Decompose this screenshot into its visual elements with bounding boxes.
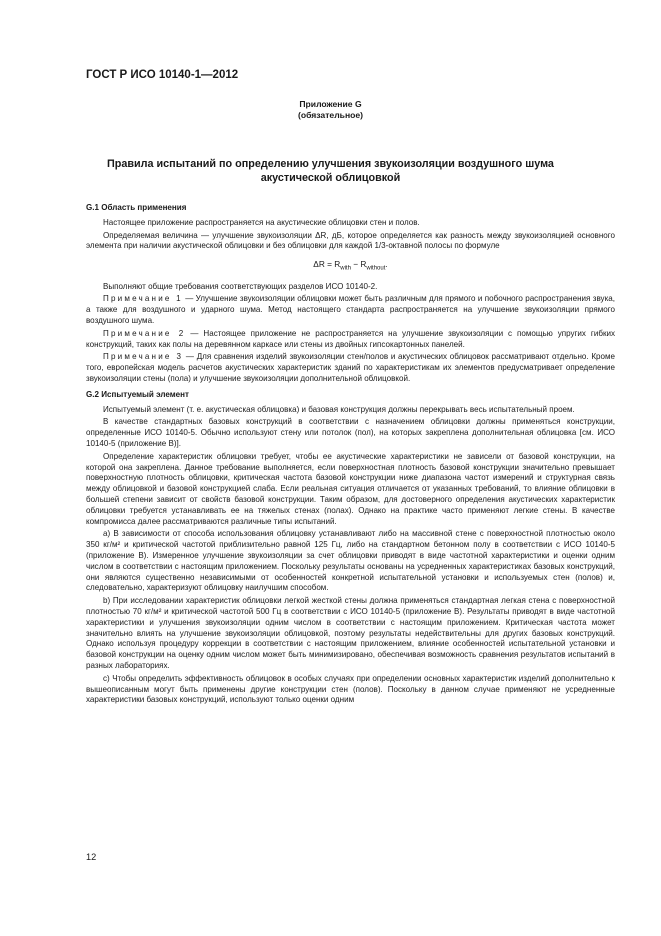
appendix-title: Приложение G xyxy=(299,99,362,109)
paragraph: Определяемая величина — улучшение звукоизоляции ΔR, дБ, которое определяется как разность между звукоизоляцией основного элемента при наличии акустической облицовки и без облицовки для каждой 1/3-октавной полосы по формуле xyxy=(86,230,615,251)
formula: $\Delta R = R_{with} - R_{without}$. xyxy=(313,259,388,272)
appendix-heading: Правила испытаний по определению улучшения звукоизоляции воздушного шума акустической облицовкой xyxy=(107,158,554,184)
page-number: 12 xyxy=(86,852,97,862)
appendix-status: (обязательное) xyxy=(297,110,364,120)
paragraph: Определение характеристик облицовки требует, чтобы ее акустические характеристики не зависели от базовой конструкции, на которой она закреплена. Данное требование выполняется, если поверхностная плотность базовой конструкции значительно превышает поверхностную плотность облицовки, критическая частота базовой конструкции ниже диапазона частот измерений и структурная связь между облицовкой и базовой конструкцией слаба. Если реальная ситуация отличается от указанных требований, то влияние облицовки в большей степени зависит от свойств базовой конструкции. Таким образом, для достоверного определения акустических характеристик облицовки требуется устанавливать ее на тяжелых стенах (полах). Однако на практике часто применяют легкие стены. В качестве компромисса далее рассматриваются различные типы испытаний. xyxy=(86,451,615,526)
note-3: Примечание 3 — Для сравнения изделий звукоизоляции стен/полов и акустических облицовок рассматривают отдельно. Кроме того, европейская модель расчетов акустических характеристик зданий по характеристикам их элементов предусматривает определение звукоизоляции стены (пола) и улучшение звукоизоляции дополнительной облицовкой. xyxy=(86,352,616,384)
paragraph: Выполняют общие требования соответствующих разделов ИСО 10140-2. xyxy=(103,281,378,291)
list-item-a: a) В зависимости от способа использования облицовку устанавливают либо на массивной стене с поверхностной плотностью около 350 кг/м² и критической частотой приблизительно равной 125 Гц, либо на стандартном бетонном полу в соответствии с ИСО 10140-5 (приложение B). Измеренное улучшение звукоизоляции за счет облицовки приводят в виде частотной характеристики и оценки одним числом в соответствии с настоящим приложением. Поскольку результаты основаны на усредненных характеристиках базовых конструкций, они являются существенно независимыми от особенностей конкретной испытательной установки и используемых стен (полов) и, следовательно, характеризуют облицовку наилучшим способом. xyxy=(86,529,615,593)
paragraph: В качестве стандартных базовых конструкций в соответствии с назначением облицовки должны применяться конструкции, определенные ИСО 10140-5. Обычно используют стену или потолок (пол), на которых закреплена дополнительная облицовка [см. ИСО 10140-5 (приложение B)]. xyxy=(86,417,615,448)
note-label: Примечание 2 xyxy=(103,328,186,338)
note-1: Примечание 1 — Улучшение звукоизоляции облицовки может быть различным для прямого и побочного распространения звука, а также для воздушного и ударного шума. Метод настоящего стандарта распространяется на улучшение звукоизоляции прямого воздушного шума. xyxy=(86,294,615,326)
section-g1-heading: G.1 Область применения xyxy=(86,203,187,212)
standard-header: ГОСТ Р ИСО 10140-1—2012 xyxy=(86,69,239,81)
paragraph: Настоящее приложение распространяется на акустические облицовки стен и полов. xyxy=(103,217,420,227)
note-label: Примечание 3 xyxy=(103,352,184,362)
list-item-b: b) При исследовании характеристик облицовки легкой жесткой стены должна применяться стандартная легкая стена с поверхностной плотностью 70 кг/м² и критической частотой 500 Гц в соответствии с ИСО 10140-5 (приложение B). Результаты приводят в виде частотной характеристики и улучшения звукоизоляции одним числом в соответствии с настоящим приложением. Критическая частота может значительно влиять на улучшение звукоизоляции облицовкой, поэтому результаты недействительны для других базовых конструкций. Однако используя процедуру коррекции в соответствии с настоящим приложением, влияние особенностей испытательной установки и базовой конструкции на оценку одним числом может быть минимизировано, обеспечивая возможность сравнения результатов испытаний в разных лабораториях. xyxy=(86,596,615,670)
paragraph: Испытуемый элемент (т. е. акустическая облицовка) и базовая конструкция должны перекрывать весь испытательный проем. xyxy=(103,404,575,414)
section-g2-heading: G.2 Испытуемый элемент xyxy=(86,389,189,399)
list-item-c: c) Чтобы определить эффективность облицовок в особых случаях при определении основных характеристик изделий дополнительно к вышеописанным могут быть применены другие конструкции стен (полов). Поскольку в данном случае применяют не усредненные характеристики базовых конструкций, используют только оценки одним xyxy=(86,673,615,705)
note-label: Примечание 1 xyxy=(103,294,183,304)
document-body xyxy=(86,198,615,708)
note-2: Примечание 2 — Настоящее приложение не распространяется на улучшение звукоизоляции с помощью упругих гибких конструкций, таких как полы на деревянном каркасе или стены из двойных гипсокартонных панелей. xyxy=(86,328,615,349)
